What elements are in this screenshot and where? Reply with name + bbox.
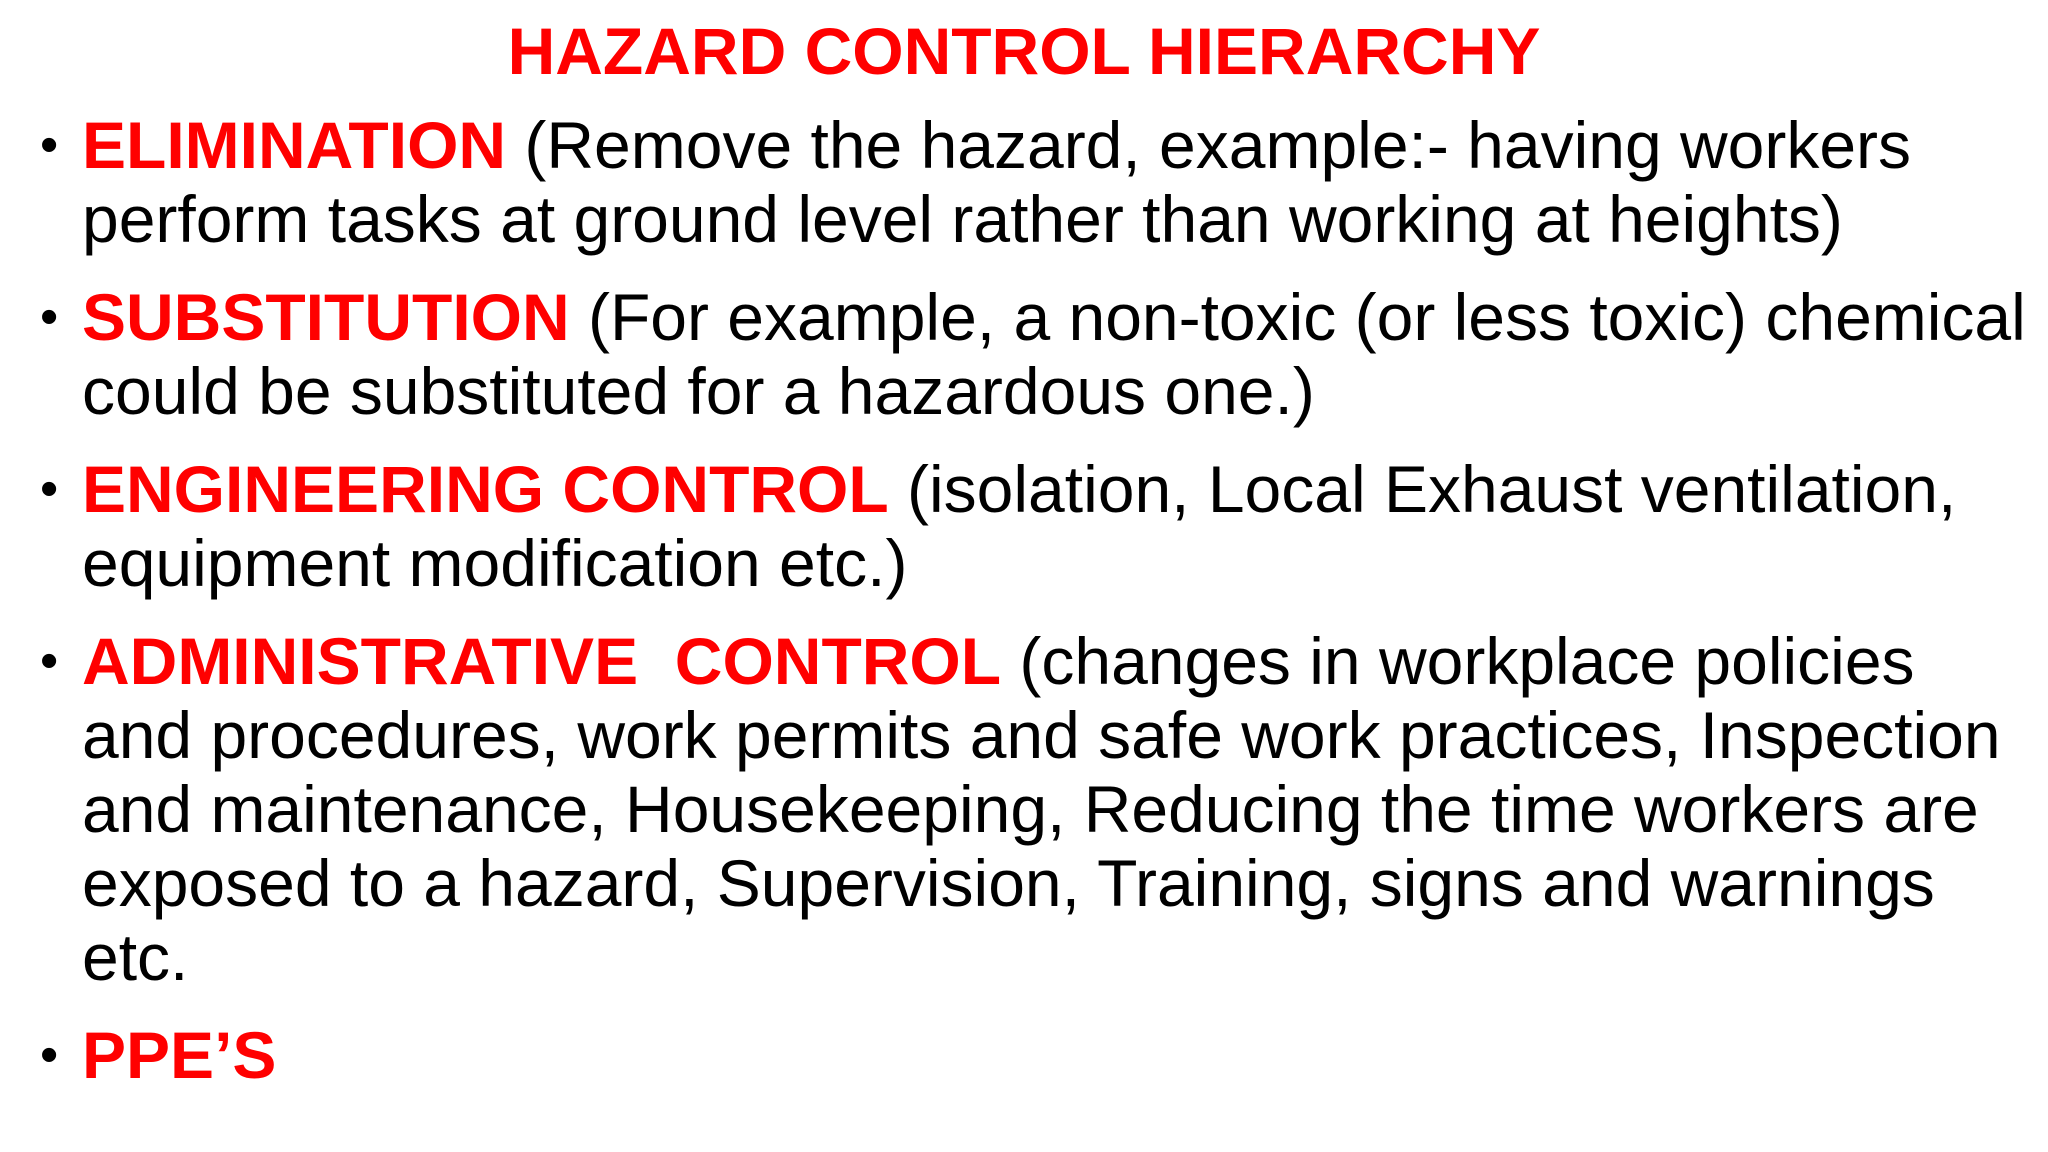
term-label: SUBSTITUTION	[82, 280, 570, 354]
list-item-substitution	[0, 280, 2048, 428]
bullet-icon: •	[40, 116, 59, 174]
term-label: ENGINEERING CONTROL	[82, 452, 889, 526]
term-label: ELIMINATION	[82, 108, 507, 182]
bullet-icon: •	[40, 632, 59, 690]
term-label: PPE’S	[82, 1018, 277, 1092]
term-description: (changes in workplace policies and procedures, work permits and safe work practices, Inspection and maintenance, Housekeeping, Reducing the time workers are exposed to a hazard, Supervision, Training, signs and warnings etc.	[82, 624, 2001, 994]
list-item-ppes	[0, 1018, 2048, 1092]
list-item-engineering-control	[0, 452, 2048, 600]
bullet-icon: •	[40, 288, 59, 346]
term-description: (For example, a non-toxic (or less toxic) chemical could be substituted for a hazardous one.)	[82, 280, 2026, 428]
list-item-administrative-control	[0, 624, 2048, 994]
slide-title: HAZARD CONTROL HIERARCHY	[507, 14, 1541, 88]
term-label: ADMINISTRATIVE CONTROL	[82, 624, 1002, 698]
term-description: (Remove the hazard, example:- having workers perform tasks at ground level rather than working at heights)	[82, 108, 1912, 256]
term-description: (isolation, Local Exhaust ventilation, equipment modification etc.)	[82, 452, 1957, 600]
bullet-icon: •	[40, 460, 59, 518]
list-item-elimination	[0, 108, 2048, 256]
bullet-icon: •	[40, 1026, 59, 1084]
bullet-list	[0, 108, 2048, 1116]
